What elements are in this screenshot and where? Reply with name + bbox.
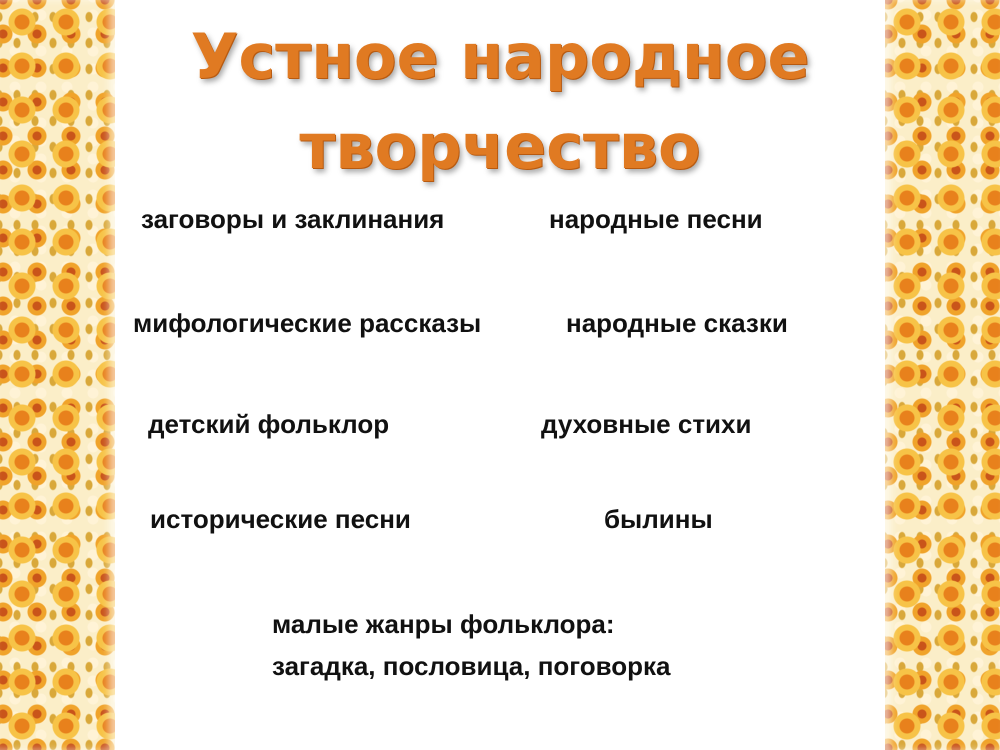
slide-title — [115, 12, 885, 192]
genre-item: былины — [604, 504, 713, 534]
title-line-2: творчество — [299, 110, 701, 183]
ornament-border-right — [885, 0, 1000, 750]
ornament-border-left — [0, 0, 115, 750]
genre-item: духовные стихи — [541, 409, 752, 439]
genre-item: народные сказки — [566, 308, 788, 338]
title-line-1: Устное народное — [190, 20, 810, 93]
small-genres-note — [272, 603, 671, 687]
genre-item: заговоры и заклинания — [141, 204, 445, 234]
genre-item: детский фольклор — [148, 409, 390, 439]
small-genres-heading: малые жанры фольклора: — [272, 609, 615, 639]
small-genres-list: загадка, пословица, поговорка — [272, 651, 671, 681]
genre-item: мифологические рассказы — [133, 308, 482, 338]
genre-item: исторические песни — [150, 504, 411, 534]
genre-item: народные песни — [549, 204, 763, 234]
